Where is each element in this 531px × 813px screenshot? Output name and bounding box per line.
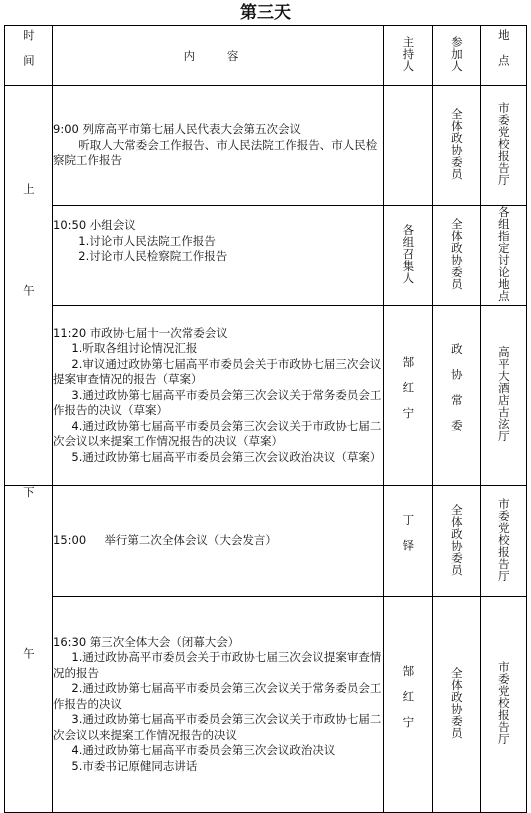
location-cell: 市委党校报告厅 [481, 86, 527, 206]
header-host: 主持人 [384, 26, 433, 86]
table-row [5, 486, 527, 597]
header-content: 内 容 [53, 26, 384, 86]
session-cell: 9:00 列席高平市第七届人民代表大会第五次会议 听取人大常委会工作报告、市人民法院工作报告、市人民检察院工作报告 [53, 86, 384, 206]
session-cell: 16:30 第三次全体大会（闭幕大会） 1.通过政协高平市委员会关于市政协七届三次会议提案审查情况的报告 2.通过政协第七届高平市委员会第三次会议关于常务委员会工作报告的决议 3.通过政协第七届高平市委员会第三次会议关于市政协七届二次会议以来提案工作情况报告的决议 4.通过政协第七届高平市委员会第三次会议政治决议 5.市委书记原健同志讲话 [53, 597, 384, 813]
schedule-table [4, 25, 527, 813]
participants-cell: 全体政协委员 [433, 597, 481, 813]
header-location: 地点 [481, 26, 527, 86]
location-cell: 各组指定讨论地点 [481, 206, 527, 306]
table-row [5, 86, 527, 206]
table-row [5, 597, 527, 813]
location-cell: 高平大酒店古泫厅 [481, 306, 527, 486]
header-participants: 参加人 [433, 26, 481, 86]
session-cell: 11:20 市政协七届十一次常委会议 1.听取各组讨论情况汇报 2.审议通过政协第七届高平市委员会关于市政协七届三次会议提案审查情况的报告（草案） 3.通过政协第七届高平市委员会第三次会议关于常务委员会工作报告的决议（草案） 4.通过政协第七届高平市委员会第三次会议关于市政协七届二次会议以来提案工作情况报告的决议（草案） 5.通过政协第七届高平市委员会第三次会议政治决议（草案） [53, 306, 384, 486]
period-morning: 上午 [5, 86, 53, 486]
participants-cell: 全体政协委员 [433, 206, 481, 306]
page-title: 第三天 [240, 3, 291, 23]
header-row [5, 26, 527, 86]
table-row [5, 306, 527, 486]
participants-cell: 全体政协委员 [433, 486, 481, 597]
location-cell: 市委党校报告厅 [481, 486, 527, 597]
session-cell: 15:00 举行第二次全体会议（大会发言） [53, 486, 384, 597]
location-cell: 市委党校报告厅 [481, 597, 527, 813]
session-cell: 10:50 小组会议 1.讨论市人民法院工作报告 2.讨论市人民检察院工作报告 [53, 206, 384, 306]
host-cell: 丁铎 [384, 486, 433, 597]
period-afternoon: 下午 [5, 486, 53, 813]
host-cell: 各组召集人 [384, 206, 433, 306]
participants-cell: 全体政协委员 [433, 86, 481, 206]
table-row [5, 206, 527, 306]
host-cell: 郜红宁 [384, 597, 433, 813]
participants-cell: 政协常委 [433, 306, 481, 486]
header-time: 时间 [5, 26, 53, 86]
host-cell-empty [384, 86, 433, 206]
host-cell: 郜红宁 [384, 306, 433, 486]
